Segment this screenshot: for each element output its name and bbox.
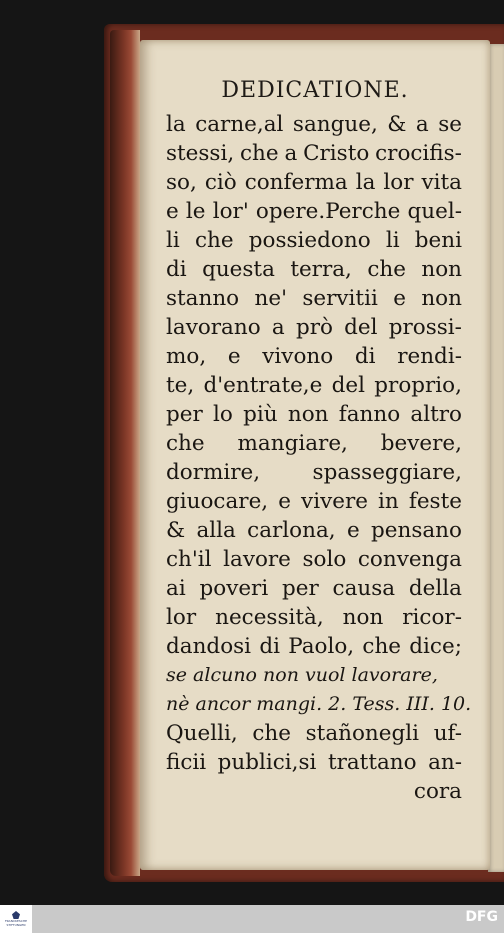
text-line: lor necessità, non ricor- [166, 605, 462, 630]
text-line: te, d'entrate,e del proprio, [166, 373, 462, 398]
logo-text-line-2: STIFTUNGEN [6, 923, 26, 927]
text-line: la carne,al sangue, & a se [166, 112, 462, 137]
institution-logo[interactable] [0, 905, 32, 933]
text-line: ai poveri per causa della [166, 576, 462, 601]
page-edge [488, 44, 504, 872]
text-line: lavorano a prò del prossi- [166, 315, 462, 340]
text-line: nè ancor mangi. 2. Tess. III. 10. [166, 693, 472, 715]
page-text [166, 110, 472, 806]
text-line: che mangiare, bevere, [166, 431, 462, 456]
text-line: ficii publici,si trattano an- [166, 750, 462, 775]
text-line: stessi, che a Cristo crocifis- [166, 141, 462, 166]
logo-text-line-1: FRANCKESCHE [4, 919, 28, 923]
text-line: & alla carlona, e pensano [166, 518, 462, 543]
dfg-logo[interactable]: DFG [465, 909, 498, 925]
text-line: giuocare, e vivere in feste [166, 489, 462, 514]
text-line: e le lor' opere.Perche quel- [166, 199, 462, 224]
book-spine [110, 30, 140, 876]
text-line: li che possiedono li beni [166, 228, 462, 253]
text-line: dandosi di Paolo, che dice; [166, 634, 462, 659]
text-line: so, ciò conferma la lor vita [166, 170, 462, 195]
text-line: per lo più non fanno altro [166, 402, 462, 427]
logo-icon [12, 911, 20, 919]
text-line: cora [413, 779, 462, 804]
text-line: ch'il lavore solo convenga [166, 547, 462, 572]
text-line: Quelli, che stañonegli uf- [166, 721, 462, 746]
text-line: stanno ne' servitii e non [166, 286, 462, 311]
text-line: dormire, spasseggiare, [166, 460, 462, 485]
viewer-footer-bar [0, 905, 504, 933]
running-header: DEDICATIONE. [221, 78, 409, 103]
text-line: se alcuno non vuol lavorare, [166, 664, 438, 686]
text-line: di questa terra, che non [166, 257, 462, 282]
text-line: mo, e vivono di rendi- [166, 344, 462, 369]
